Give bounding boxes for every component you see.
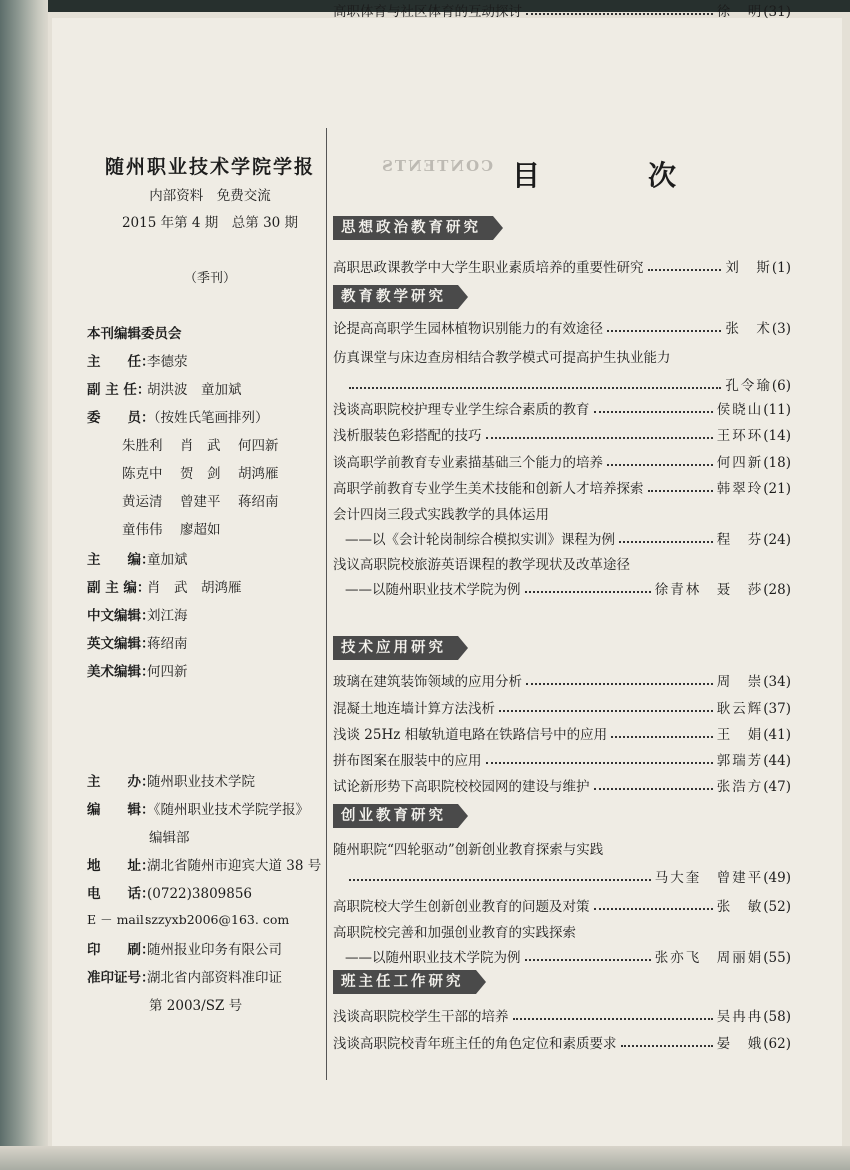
- permit-row: [87, 966, 282, 986]
- entry-page: (21): [763, 481, 791, 497]
- journal-internal-note: 内部资料 免费交流: [149, 188, 271, 204]
- entry-title: 高职体育与社区体育的互动探讨: [333, 4, 522, 20]
- label: E － mail：: [87, 912, 157, 927]
- entry-author: 周 崇: [716, 674, 764, 690]
- entry-page: (1): [771, 260, 791, 276]
- entry-page: (58): [763, 1009, 791, 1025]
- toc-entry[interactable]: [333, 477, 791, 497]
- entry-author: 王环环: [716, 428, 764, 444]
- value: 胡洪波 童加斌: [147, 382, 242, 398]
- toc-entry[interactable]: [333, 317, 791, 337]
- entry-title: 试论新形势下高职院校校园网的建设与维护: [333, 779, 590, 795]
- label: 副 主 任：: [87, 382, 151, 398]
- toc-entry-title-line[interactable]: [333, 838, 791, 858]
- email-link[interactable]: szzyxb2006@163. com: [145, 912, 290, 927]
- entry-title: 仿真课堂与床边查房相结合教学模式可提高护生执业能力: [333, 350, 671, 366]
- label: 主 编：: [87, 552, 155, 568]
- entry-title: 高职思政课教学中大学生职业素质培养的重要性研究: [333, 260, 644, 276]
- leader-dots: [525, 959, 651, 961]
- members-line: [122, 518, 238, 538]
- toc-entry[interactable]: [333, 424, 791, 444]
- entry-author: 徐 明: [716, 4, 764, 20]
- section-banner: 教育教学研究: [333, 285, 458, 309]
- entry-title: 混凝土地连墙计算方法浅析: [333, 701, 495, 717]
- leader-dots: [486, 762, 713, 764]
- value: 蒋绍南: [147, 636, 188, 652]
- value: 湖北省内部资料准印证: [147, 970, 282, 986]
- printer-row: [87, 938, 282, 958]
- entry-page: (3): [771, 321, 791, 337]
- column-divider: [326, 128, 327, 1080]
- toc-entry[interactable]: [345, 528, 791, 548]
- director-row: [87, 350, 188, 370]
- label: 主 办：: [87, 774, 155, 790]
- section-banner: 技术应用研究: [333, 636, 458, 660]
- entry-title: 浅谈高职院校青年班主任的角色定位和素质要求: [333, 1036, 617, 1052]
- entry-page: (55): [763, 950, 791, 966]
- toc-entry[interactable]: [345, 374, 791, 394]
- value: 随州职业技术学院: [147, 774, 255, 790]
- contents-title: 目 次: [512, 159, 717, 192]
- entry-title: 高职院校大学生创新创业教育的问题及对策: [333, 899, 590, 915]
- entry-author: 徐青林 聂 莎: [654, 582, 764, 598]
- label: 委 员：: [87, 410, 155, 426]
- entry-page: (49): [763, 870, 791, 886]
- toc-entry[interactable]: [333, 1005, 791, 1025]
- entry-author: 吴冉冉: [716, 1009, 764, 1025]
- value: 刘江海: [147, 608, 188, 624]
- entry-page: (14): [763, 428, 791, 444]
- entry-author: 张 敏: [716, 899, 764, 915]
- entry-title: 论提高高职学生园林植物识别能力的有效途径: [333, 321, 603, 337]
- leader-dots: [594, 788, 713, 790]
- member-name: 童伟伟: [122, 522, 163, 538]
- leader-dots: [594, 411, 713, 413]
- entry-title: 浅谈 25Hz 相敏轨道电路在铁路信号中的应用: [333, 727, 608, 743]
- value: 湖北省随州市迎宾大道 38 号: [147, 858, 322, 874]
- leader-dots: [486, 437, 713, 439]
- entry-author: 郭瑞芳: [716, 753, 764, 769]
- entry-author: 张 术: [725, 321, 772, 337]
- editor-row: [87, 798, 309, 818]
- toc-entry[interactable]: [333, 451, 791, 471]
- entry-page: (34): [763, 674, 791, 690]
- value: 《随州职业技术学院学报》: [147, 802, 309, 818]
- toc-entry[interactable]: [333, 895, 791, 915]
- entry-page: (47): [763, 779, 791, 795]
- entry-title: 玻璃在建筑装饰领域的应用分析: [333, 674, 522, 690]
- chief-editor-row: [87, 548, 188, 568]
- address-row: [87, 854, 321, 874]
- toc-entry[interactable]: [333, 398, 791, 418]
- entry-author: 马大奎 曾建平: [654, 870, 764, 886]
- leader-dots: [621, 1045, 713, 1047]
- entry-title: ——以随州职业技术学院为例: [345, 582, 521, 598]
- entry-title: 浅析服装色彩搭配的技巧: [333, 428, 482, 444]
- toc-entry[interactable]: [333, 670, 791, 690]
- email-row: [87, 910, 289, 928]
- entry-title: 谈高职学前教育专业素描基础三个能力的培养: [333, 455, 603, 471]
- entry-title: ——以《会计轮岗制综合模拟实训》课程为例: [345, 532, 615, 548]
- toc-entry[interactable]: [345, 946, 791, 966]
- value: 童加斌: [147, 552, 188, 568]
- member-name: 何四新: [238, 438, 279, 454]
- entry-author: 耿云辉: [716, 701, 764, 717]
- label: 副 主 编：: [87, 580, 151, 596]
- member-name: 肖 武: [180, 438, 221, 454]
- leader-dots: [349, 879, 651, 881]
- leader-dots: [526, 13, 713, 15]
- scan-edge-left: [0, 0, 48, 1170]
- entry-title: 浅谈高职院校学生干部的培养: [333, 1009, 509, 1025]
- entry-author: 韩翠玲: [716, 481, 764, 497]
- leader-dots: [513, 1018, 713, 1020]
- leader-dots: [611, 736, 713, 738]
- leader-dots: [525, 591, 651, 593]
- leader-dots: [349, 387, 721, 389]
- entry-author: 张亦飞 周丽娟: [654, 950, 764, 966]
- entry-page: (11): [763, 402, 791, 418]
- entry-page: (44): [763, 753, 791, 769]
- entry-page: (28): [763, 582, 791, 598]
- journal-title: 随州职业技术学院学报: [105, 156, 316, 178]
- entry-author: 张浩方: [716, 779, 764, 795]
- entry-author: 孔令瑜: [725, 378, 772, 394]
- label: 准印证号：: [87, 970, 155, 986]
- label: 电 话：: [87, 886, 155, 902]
- leader-dots: [594, 908, 713, 910]
- toc-entry[interactable]: [333, 697, 791, 717]
- chinese-editor-row: [87, 604, 188, 624]
- toc-entry-title-line[interactable]: [333, 346, 791, 366]
- entry-title: 浅谈高职院校护理专业学生综合素质的教育: [333, 402, 590, 418]
- entry-page: (18): [763, 455, 791, 471]
- member-name: 曾建平: [180, 494, 221, 510]
- entry-title: ——以随州职业技术学院为例: [345, 950, 521, 966]
- toc-entry[interactable]: [333, 1032, 791, 1052]
- member-name: 廖超如: [180, 522, 221, 538]
- label: 中文编辑：: [87, 608, 155, 624]
- label: 美术编辑：: [87, 664, 155, 680]
- entry-author: 程 芬: [716, 532, 764, 548]
- label: 印 刷：: [87, 942, 155, 958]
- value: （按姓氏笔画排列）: [147, 410, 269, 426]
- art-editor-row: [87, 660, 188, 680]
- value: 李德荥: [147, 354, 188, 370]
- vice-chief-editor-row: [87, 576, 242, 596]
- value: 肖 武 胡鸿雁: [147, 580, 242, 596]
- toc-entry[interactable]: [333, 0, 791, 20]
- phone-row: [87, 882, 252, 902]
- members-line: [122, 462, 296, 482]
- entry-author: 晏 娥: [716, 1036, 764, 1052]
- leader-dots: [499, 710, 713, 712]
- leader-dots: [607, 330, 721, 332]
- entry-page: (41): [763, 727, 791, 743]
- entry-title: 拼布图案在服装中的应用: [333, 753, 482, 769]
- member-name: 蒋绍南: [238, 494, 279, 510]
- host-row: [87, 770, 255, 790]
- entry-page: (31): [763, 4, 791, 20]
- toc-entry-title-line[interactable]: [333, 921, 791, 941]
- entry-title: 会计四岗三段式实践教学的具体运用: [333, 507, 549, 523]
- section-banner: 思想政治教育研究: [333, 216, 493, 240]
- value: 随州报业印务有限公司: [147, 942, 282, 958]
- entry-title: 浅议高职院校旅游英语课程的教学现状及改革途径: [333, 557, 630, 573]
- member-name: 黄运清: [122, 494, 163, 510]
- entry-title: 随州职院“四轮驱动”创新创业教育探索与实践: [333, 842, 604, 858]
- journal-issue: 2015 年第 4 期 总第 30 期: [121, 215, 299, 231]
- member-name: 贺 剑: [180, 466, 221, 482]
- member-name: 陈克中: [122, 466, 163, 482]
- value: 何四新: [147, 664, 188, 680]
- vice-director-row: [87, 378, 242, 398]
- english-editor-row: [87, 632, 188, 652]
- member-name: 朱胜利: [122, 438, 163, 454]
- leader-dots: [648, 269, 722, 271]
- toc-entry-title-line[interactable]: [333, 503, 791, 523]
- entry-title: 高职院校完善和加强创业教育的实践探索: [333, 925, 576, 941]
- members-line: [122, 434, 296, 454]
- entry-page: (6): [771, 378, 791, 394]
- toc-entry[interactable]: [345, 578, 791, 598]
- entry-author: 王 娟: [716, 727, 764, 743]
- members-row: [87, 406, 269, 426]
- permit-row-cont: 第 2003/SZ 号: [149, 998, 243, 1014]
- toc-entry[interactable]: [333, 723, 791, 743]
- leader-dots: [619, 541, 713, 543]
- editorial-board-heading: 本刊编辑委员会: [87, 326, 182, 342]
- label: 主 任：: [87, 354, 155, 370]
- section-banner: 班主任工作研究: [333, 970, 476, 994]
- members-line: [122, 490, 296, 510]
- toc-entry[interactable]: [333, 775, 791, 795]
- entry-author: 侯晓山: [716, 402, 764, 418]
- entry-author: 何四新: [716, 455, 764, 471]
- toc-entry-title-line[interactable]: [333, 553, 791, 573]
- entry-title: 高职学前教育专业学生美术技能和创新人才培养探索: [333, 481, 644, 497]
- leader-dots: [648, 490, 713, 492]
- label: 英文编辑：: [87, 636, 155, 652]
- leader-dots: [607, 464, 713, 466]
- label: 地 址：: [87, 858, 155, 874]
- value: (0722)3809856: [147, 886, 253, 902]
- section-banner: 创业教育研究: [333, 804, 458, 828]
- toc-entry[interactable]: [345, 866, 791, 886]
- entry-author: 刘 斯: [725, 260, 772, 276]
- toc-entry[interactable]: [333, 256, 791, 276]
- scan-edge-bottom: [0, 1146, 850, 1170]
- entry-page: (24): [763, 532, 791, 548]
- contents-bleedthrough: CONTENTS: [380, 157, 494, 175]
- entry-page: (52): [763, 899, 791, 915]
- toc-entry[interactable]: [333, 749, 791, 769]
- entry-page: (37): [763, 701, 791, 717]
- entry-page: (62): [763, 1036, 791, 1052]
- leader-dots: [526, 683, 713, 685]
- member-name: 胡鸿雁: [238, 466, 279, 482]
- label: 编 辑：: [87, 802, 155, 818]
- journal-frequency: （季刊）: [183, 271, 236, 286]
- editor-row-cont: 编辑部: [149, 830, 190, 846]
